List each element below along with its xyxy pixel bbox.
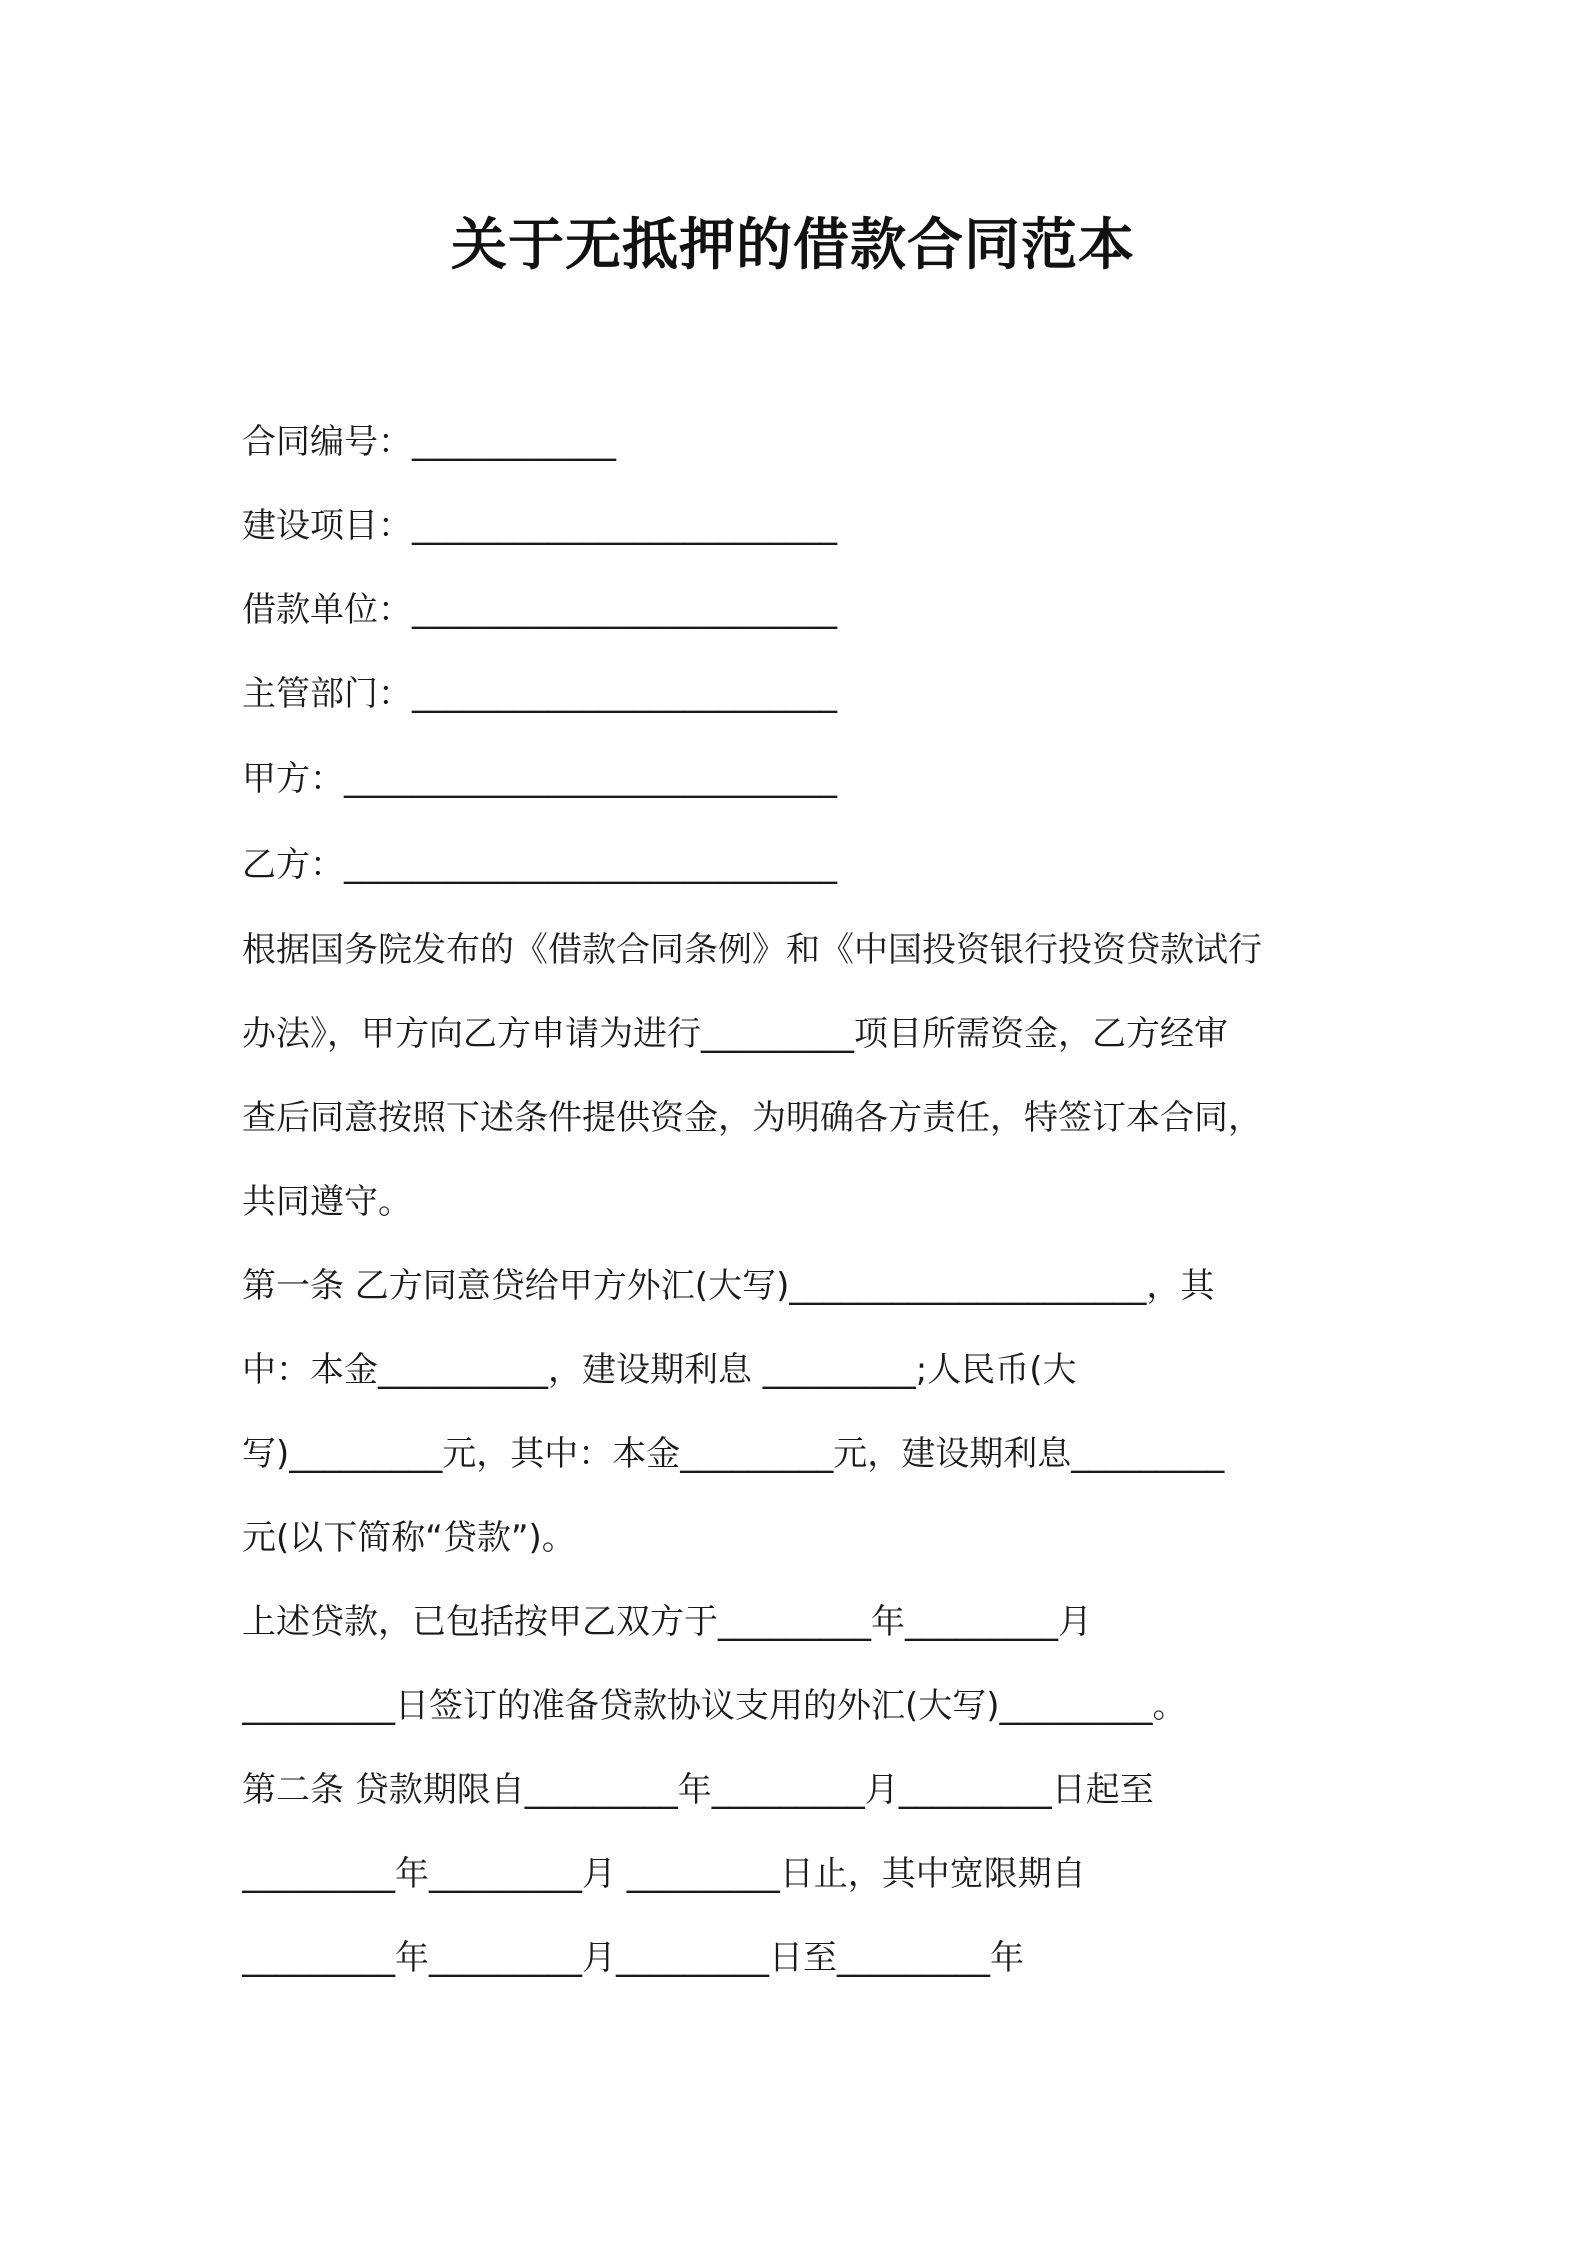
field-blank: _________________________ [412,590,837,630]
field-construction-project [242,484,1362,568]
field-label: 建设项目： [242,506,412,546]
body-line: 查后同意按照下述条件提供资金，为明确各方责任，特签订本合同， [242,1098,1262,1138]
body-line: 元(以下简称“贷款”)。 [242,1518,576,1558]
field-label: 甲方： [242,759,344,799]
body-line: 写)_________元，其中：本金_________元，建设期利息_________ [242,1434,1225,1474]
field-label: 合同编号： [242,422,412,462]
body-line: 根据国务院发布的《借款合同条例》和《中国投资银行投资贷款试行 [242,930,1262,970]
body-line: 第一条 乙方同意贷给甲方外汇(大写)_____________________，其 [242,1266,1215,1306]
field-blank: _________________________ [412,674,837,714]
field-borrower-unit [242,568,1362,652]
document-title: 关于无抵押的借款合同范本 [451,213,1135,278]
field-label: 主管部门： [242,674,412,714]
field-contract-number [242,400,1362,484]
document-content [242,400,1362,2000]
body-line: 第二条 贷款期限自_________年_________月_________日起至 [242,1770,1154,1810]
field-label: 借款单位： [242,590,412,630]
field-blank: ____________ [412,422,616,462]
body-line: 上述贷款，已包括按甲乙双方于_________年_________月 [242,1602,1092,1642]
field-blank: _____________________________ [344,759,837,799]
body-line: _________年_________月 _________日止，其中宽限期自 [242,1854,1086,1894]
field-party-b [242,822,1362,908]
field-party-a [242,736,1362,822]
field-blank: _____________________________ [344,845,837,885]
field-blank: _________________________ [412,506,837,546]
body-line: 中：本金__________，建设期利息 _________;人民币(大 [242,1350,1077,1390]
field-label: 乙方： [242,845,344,885]
body-line: 共同遵守。 [242,1182,412,1222]
field-competent-department [242,652,1362,736]
body-line: _________年_________月_________日至_________年 [242,1938,1024,1978]
body-line: _________日签订的准备贷款协议支用的外汇(大写)_________。 [242,1686,1187,1726]
body-line: 办法》，甲方向乙方申请为进行_________项目所需资金，乙方经审 [242,1014,1228,1054]
